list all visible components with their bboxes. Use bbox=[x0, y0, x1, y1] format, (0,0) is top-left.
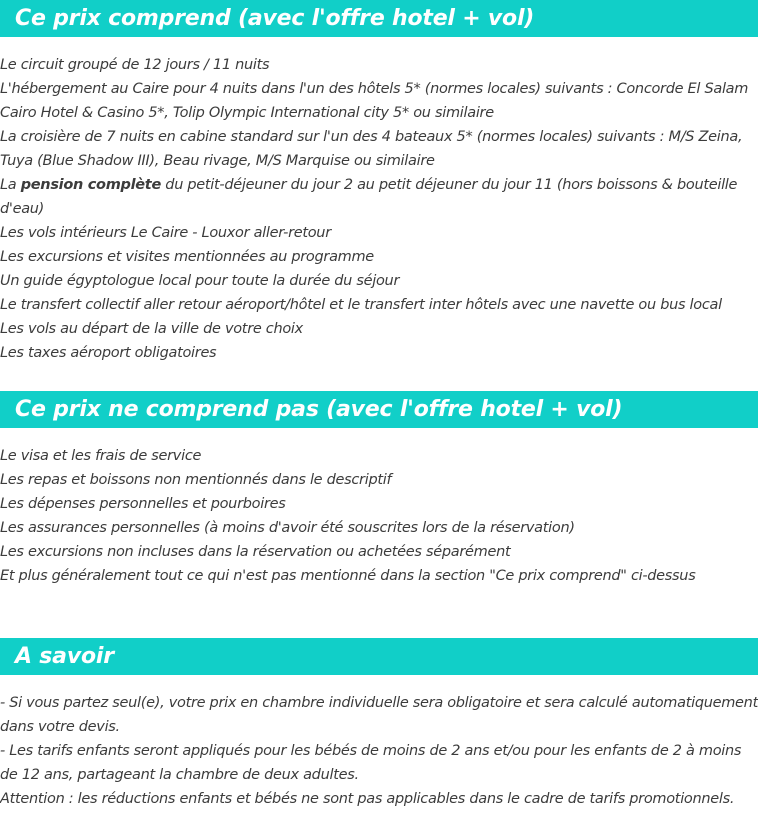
list-item: Attention : les réductions enfants et bébés ne sont pas applicables dans le cadre de tarifs promotionnels. bbox=[0, 791, 735, 807]
list-item: L'hébergement au Caire pour 4 nuits dans l'un des hôtels 5* (normes locales) suivants : Concorde El Salam Cairo Hotel & Casino 5*, Tolip Olympic International city 5* ou similaire bbox=[0, 81, 749, 121]
list-item: Les excursions et visites mentionnées au programme bbox=[0, 249, 374, 265]
included-section-title: Ce prix comprend (avec l'offre hotel + vol) bbox=[0, 0, 758, 37]
list-item: La croisière de 7 nuits en cabine standard sur l'un des 4 bateaux 5* (normes locales) suivants : M/S Zeina, Tuya (Blue Shadow III), Beau rivage, M/S Marquise ou similaire bbox=[0, 129, 743, 169]
full-board-prefix: La bbox=[0, 177, 21, 193]
excluded-list bbox=[0, 444, 758, 588]
full-board-emphasis: pension complète bbox=[20, 177, 161, 193]
list-item: Les assurances personnelles (à moins d'avoir été souscrites lors de la réservation) bbox=[0, 520, 575, 536]
list-item: Les vols au départ de la ville de votre choix bbox=[0, 321, 303, 337]
list-item: Les excursions non incluses dans la réservation ou achetées séparément bbox=[0, 544, 511, 560]
info-list bbox=[0, 691, 758, 811]
list-item: - Les tarifs enfants seront appliqués pour les bébés de moins de 2 ans et/ou pour les enfants de 2 à moins de 12 ans, partageant la chambre de deux adultes. bbox=[0, 743, 742, 783]
list-item: Les repas et boissons non mentionnés dans le descriptif bbox=[0, 472, 392, 488]
list-item: Le circuit groupé de 12 jours / 11 nuits bbox=[0, 57, 270, 73]
info-section-title: A savoir bbox=[0, 638, 758, 675]
excluded-section-title: Ce prix ne comprend pas (avec l'offre hotel + vol) bbox=[0, 391, 758, 428]
full-board-suffix: du petit-déjeuner du jour 2 au petit déjeuner du jour 11 (hors boissons & bouteille d'eau) bbox=[0, 177, 738, 217]
list-item: Les dépenses personnelles et pourboires bbox=[0, 496, 286, 512]
included-list bbox=[0, 53, 758, 365]
list-item-full-board bbox=[0, 173, 758, 221]
list-item: Le transfert collectif aller retour aéroport/hôtel et le transfert inter hôtels avec une navette ou bus local bbox=[0, 297, 722, 313]
list-item: - Si vous partez seul(e), votre prix en chambre individuelle sera obligatoire et sera calculé automatiquement dans votre devis. bbox=[0, 695, 758, 735]
list-item: Le visa et les frais de service bbox=[0, 448, 202, 464]
list-item: Les taxes aéroport obligatoires bbox=[0, 345, 217, 361]
list-item: Un guide égyptologue local pour toute la durée du séjour bbox=[0, 273, 400, 289]
list-item: Et plus généralement tout ce qui n'est pas mentionné dans la section "Ce prix comprend" ci-dessus bbox=[0, 568, 696, 584]
list-item: Les vols intérieurs Le Caire - Louxor aller-retour bbox=[0, 225, 331, 241]
